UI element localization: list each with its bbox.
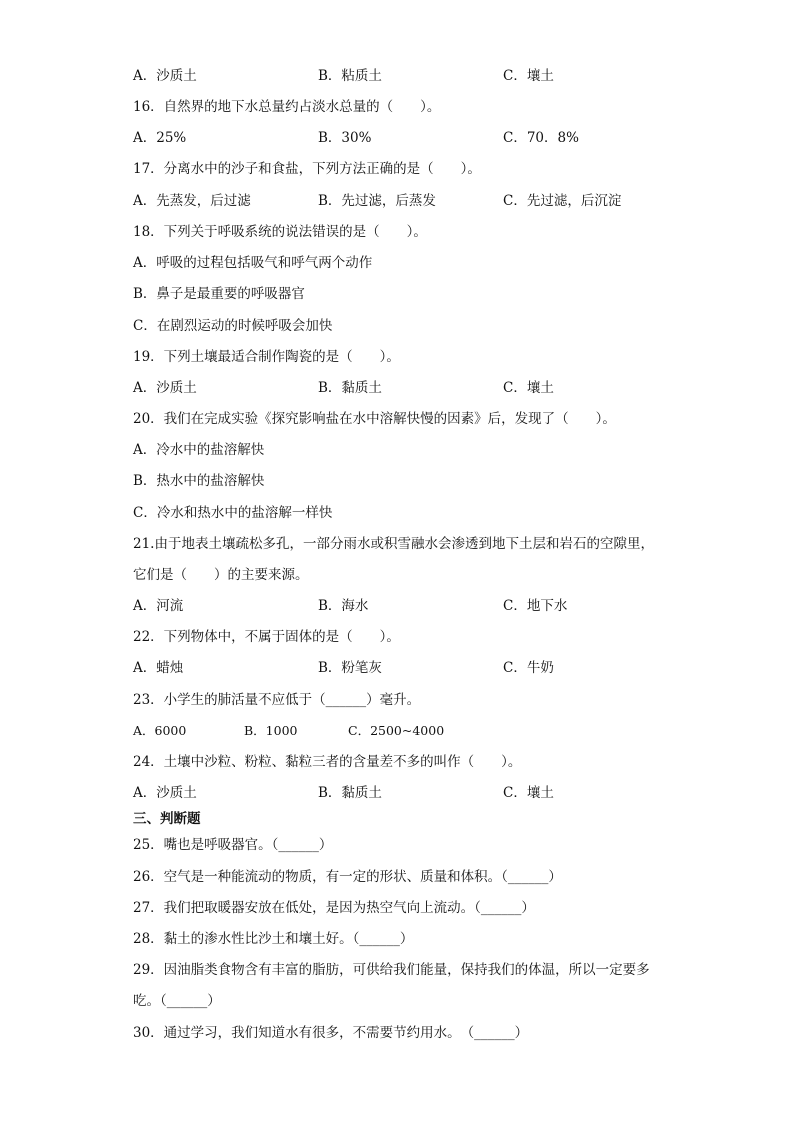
tf-question-25: 25．嘴也是呼吸器官。（______）: [133, 837, 333, 853]
q21-stem-line2: 它们是（ ）的主要来源。: [133, 567, 309, 583]
tf-question-27: 27．我们把取暖器安放在低处，是因为热空气向上流动。（______）: [133, 900, 535, 916]
q24-option-b: B．黏质土: [318, 785, 382, 801]
tf-question-29-line2: 吃。（______）: [133, 993, 221, 1009]
q16-option-b: B．30%: [318, 130, 372, 146]
q22-option-c: C．牛奶: [503, 660, 554, 676]
q17-option-c: C．先过滤，后沉淀: [503, 193, 622, 209]
tf-question-26: 26．空气是一种能流动的物质，有一定的形状、质量和体积。（______）: [133, 869, 562, 885]
q23-option-c: C．2500~4000: [348, 723, 445, 738]
q18-option-a: A．呼吸的过程包括吸气和呼气两个动作: [133, 255, 373, 271]
q19-option-b: B．黏质土: [318, 380, 382, 396]
tf-question-30: 30．通过学习，我们知道水有很多，不需要节约用水。 （______）: [133, 1025, 529, 1041]
q23-option-a: A．6000: [133, 723, 187, 738]
q15-option-b: B．粘质土: [318, 68, 382, 84]
section-heading-true-false: 三、判断题: [133, 811, 201, 827]
q15-option-c: C．壤土: [503, 68, 554, 84]
q20-option-a: A．冷水中的盐溶解快: [133, 442, 265, 458]
q17-option-b: B．先过滤，后蒸发: [318, 193, 436, 209]
q24-stem: 24．土壤中沙粒、粉粒、黏粒三者的含量差不多的叫作（ ）。: [133, 754, 522, 770]
q21-option-b: B．海水: [318, 598, 369, 614]
q23-option-b: B．1000: [244, 723, 298, 738]
q19-stem: 19．下列土壤最适合制作陶瓷的是（ ）。: [133, 349, 400, 365]
q24-option-c: C．壤土: [503, 785, 554, 801]
q21-option-c: C．地下水: [503, 598, 568, 614]
q16-option-c: C．70．8%: [503, 130, 579, 146]
tf-question-28: 28．黏土的渗水性比沙土和壤土好。（______）: [133, 931, 414, 947]
q21-stem-line1: 21.由于地表土壤疏松多孔，一部分雨水或积雪融水会渗透到地下土层和岩石的空隙里，: [133, 536, 654, 552]
q22-stem: 22．下列物体中，不属于固体的是（ ）。: [133, 629, 400, 645]
q20-option-c: C．冷水和热水中的盐溶解一样快: [133, 505, 333, 521]
q18-option-c: C．在剧烈运动的时候呼吸会加快: [133, 318, 333, 334]
q22-option-a: A．蜡烛: [133, 660, 184, 676]
q20-option-b: B．热水中的盐溶解快: [133, 473, 265, 489]
q23-stem: 23．小学生的肺活量不应低于（______）毫升。: [133, 692, 421, 708]
q16-option-a: A．25%: [133, 130, 187, 146]
q19-option-c: C．壤土: [503, 380, 554, 396]
tf-question-29-line1: 29．因油脂类食物含有丰富的脂肪，可供给我们能量，保持我们的体温，所以一定要多: [133, 962, 650, 978]
q21-option-a: A．河流: [133, 598, 184, 614]
q15-option-a: A．沙质土: [133, 68, 197, 84]
q17-option-a: A．先蒸发，后过滤: [133, 193, 251, 209]
q24-option-a: A．沙质土: [133, 785, 197, 801]
q18-option-b: B．鼻子是最重要的呼吸器官: [133, 286, 305, 302]
q19-option-a: A．沙质土: [133, 380, 197, 396]
q18-stem: 18．下列关于呼吸系统的说法错误的是（ ）。: [133, 224, 427, 240]
q22-option-b: B．粉笔灰: [318, 660, 382, 676]
q20-stem: 20．我们在完成实验《探究影响盐在水中溶解快慢的因素》后，发现了（ ）。: [133, 411, 616, 427]
q16-stem: 16．自然界的地下水总量约占淡水总量的（ ）。: [133, 99, 441, 115]
q17-stem: 17．分离水中的沙子和食盐，下列方法正确的是（ ）。: [133, 161, 481, 177]
